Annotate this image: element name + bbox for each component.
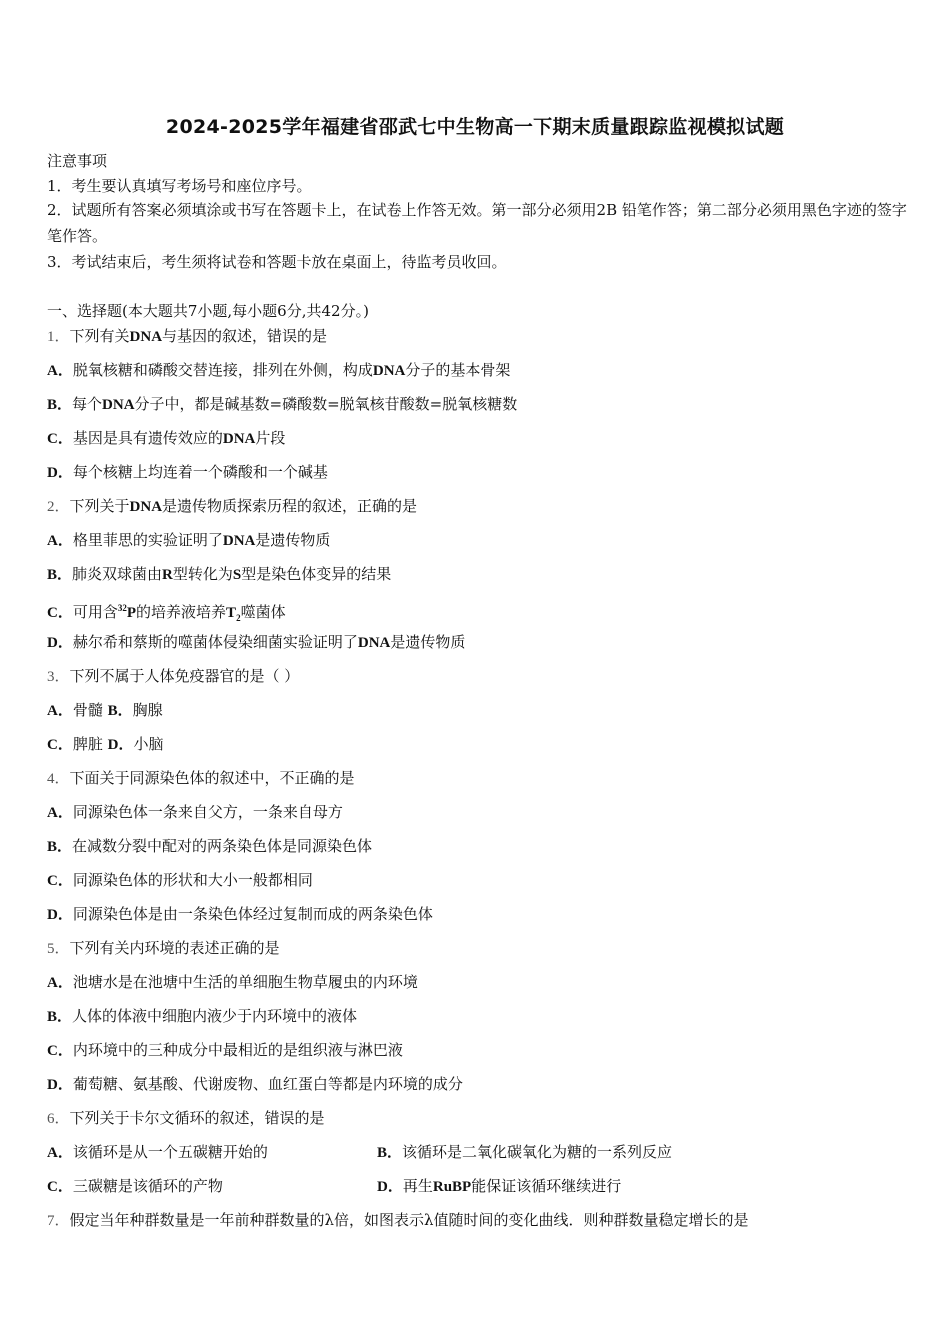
question-number: 6． (47, 1111, 70, 1127)
question-4-option-d[interactable]: D．同源染色体是由一条染色体经过复制而成的两条染色体 (47, 905, 433, 923)
question-2-option-d[interactable]: D．赫尔希和蔡斯的噬菌体侵染细菌实验证明了DNA是遗传物质 (47, 633, 466, 651)
question-1-option-a[interactable]: A．脱氧核糖和磷酸交替连接，排列在外侧，构成DNA分子的基本骨架 (47, 361, 511, 379)
question-3-stem: 3．下列不属于人体免疫器官的是（ ） (47, 667, 300, 685)
question-6-option-d[interactable]: D．再生RuBP能保证该循环继续进行 (377, 1177, 622, 1195)
question-3-option-b[interactable]: B．胸腺 (107, 701, 163, 719)
question-3-option-c[interactable]: C．脾脏 (47, 735, 103, 753)
question-3-option-d[interactable]: D．小脑 (107, 735, 164, 753)
question-2-stem: 2．下列关于DNA是遗传物质探索历程的叙述，正确的是 (47, 497, 418, 515)
question-number: 5． (47, 941, 70, 957)
notice-heading: 注意事项 (47, 152, 108, 170)
question-4-option-a[interactable]: A．同源染色体一条来自父方，一条来自母方 (47, 803, 343, 821)
question-1-option-c[interactable]: C．基因是具有遗传效应的DNA片段 (47, 429, 286, 447)
section-heading: 一、选择题(本大题共7小题,每小题6分,共42分。) (47, 302, 369, 320)
question-3-options-ab (47, 701, 163, 720)
question-5-option-a[interactable]: A．池塘水是在池塘中生活的单细胞生物草履虫的内环境 (47, 973, 418, 991)
question-2-option-c[interactable]: C．可用含$^{32}$P的培养液培养$T_2$噬菌体 (47, 603, 286, 623)
question-1-option-d[interactable]: D．每个核糖上均连着一个磷酸和一个碱基 (47, 463, 328, 481)
question-6-option-c[interactable]: C．三碳糖是该循环的产物 (47, 1177, 223, 1195)
question-4-option-c[interactable]: C．同源染色体的形状和大小一般都相同 (47, 871, 313, 889)
question-number: 1． (47, 329, 70, 345)
question-4-stem: 4．下面关于同源染色体的叙述中，不正确的是 (47, 769, 355, 787)
question-1-option-b[interactable]: B．每个DNA分子中，都是碱基数=磷酸数=脱氧核苷酸数=脱氧核糖数 (47, 395, 518, 413)
question-2-option-a[interactable]: A．格里菲思的实验证明了DNA是遗传物质 (47, 531, 331, 549)
question-6-option-b[interactable]: B．该循环是二氧化碳氧化为糖的一系列反应 (377, 1143, 673, 1161)
question-3-option-a[interactable]: A．骨髓 (47, 701, 103, 719)
notice-item-2: 2．试题所有答案必须填涂或书写在答题卡上，在试卷上作答无效。第一部分必须用2B 铅笔作答；第二部分必须用黑色字迹的签字笔作答。 (47, 201, 907, 245)
question-4-option-b[interactable]: B．在减数分裂中配对的两条染色体是同源染色体 (47, 837, 373, 855)
question-number: 2． (47, 499, 70, 515)
question-2-option-b[interactable]: B．肺炎双球菌由R型转化为S型是染色体变异的结果 (47, 565, 392, 583)
notice-item-3: 3．考试结束后，考生须将试卷和答题卡放在桌面上，待监考员收回。 (47, 253, 507, 271)
question-5-option-b[interactable]: B．人体的体液中细胞内液少于内环境中的液体 (47, 1007, 358, 1025)
notice-item-1: 1．考生要认真填写考场号和座位序号。 (47, 177, 312, 195)
exam-title: 2024-2025学年福建省邵武七中生物高一下期末质量跟踪监视模拟试题 (165, 116, 785, 138)
question-5-option-d[interactable]: D．葡萄糖、氨基酸、代谢废物、血红蛋白等都是内环境的成分 (47, 1075, 463, 1093)
question-number: 4． (47, 771, 70, 787)
question-1-stem: 1．下列有关DNA与基因的叙述，错误的是 (47, 327, 328, 345)
question-7-stem: 7．假定当年种群数量是一年前种群数量的λ倍，如图表示λ值随时间的变化曲线．则种群数量稳定增长的是 (47, 1211, 749, 1229)
question-5-option-c[interactable]: C．内环境中的三种成分中最相近的是组织液与淋巴液 (47, 1041, 403, 1059)
question-5-stem: 5．下列有关内环境的表述正确的是 (47, 939, 280, 957)
question-6-stem: 6．下列关于卡尔文循环的叙述，错误的是 (47, 1109, 325, 1127)
question-6-option-a[interactable]: A．该循环是从一个五碳糖开始的 (47, 1143, 268, 1161)
question-number: 3． (47, 669, 70, 685)
question-3-options-cd (47, 735, 164, 754)
question-number: 7． (47, 1213, 70, 1229)
